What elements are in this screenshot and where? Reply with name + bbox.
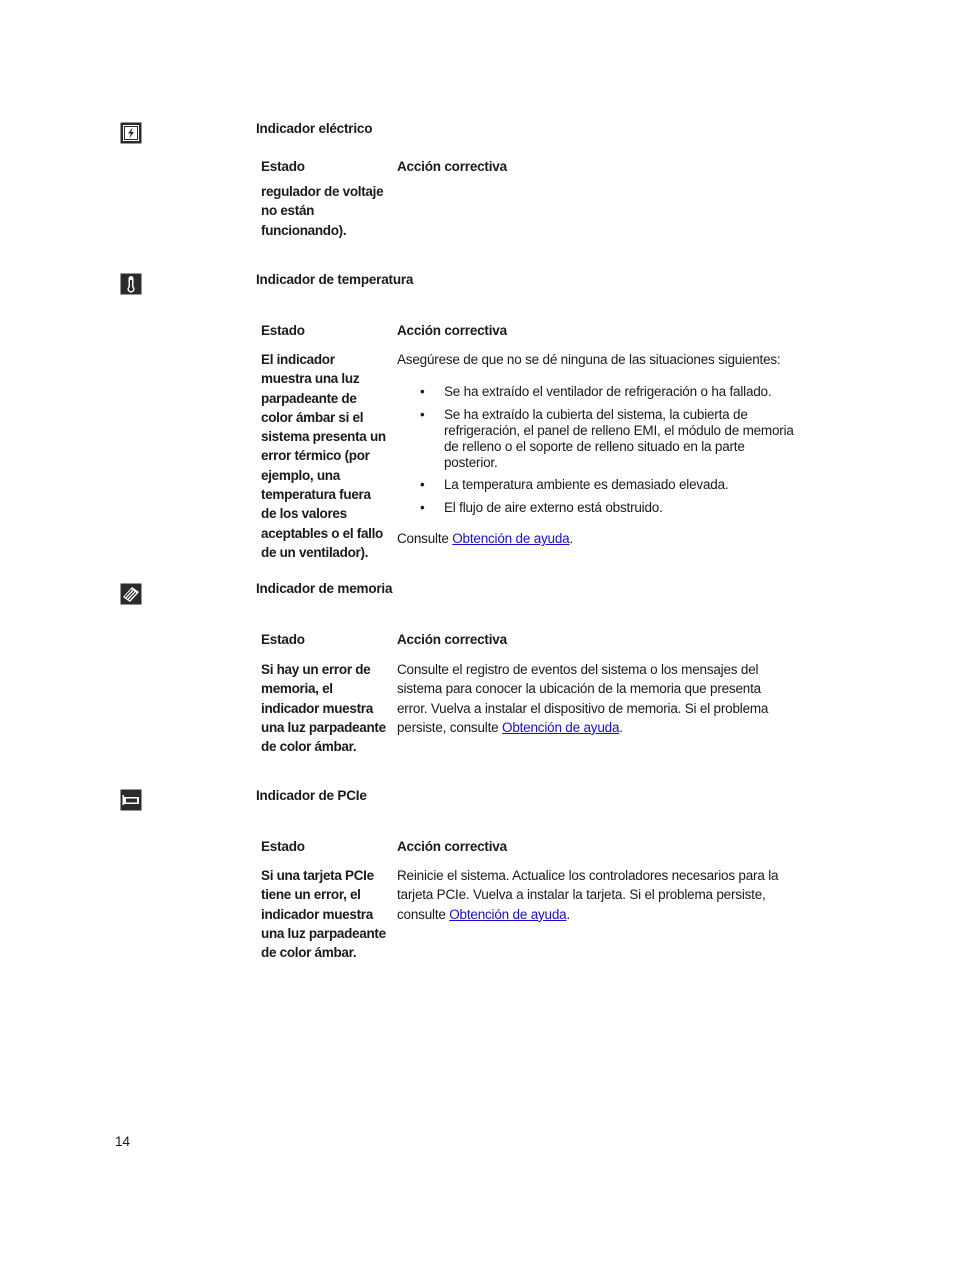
pcie-action-suffix: .: [566, 906, 571, 922]
memory-action-body: Consulte el registro de eventos del sistema o los mensajes del sistema para conocer la ubicación de la memoria que presenta error. Vuelva a instalar el dispositivo de memoria. Si el problema persiste, consulte: [397, 662, 769, 735]
pcie-card-icon: [120, 789, 142, 811]
power-indicator-icon: [120, 122, 142, 144]
electric-indicator-title: Indicador eléctrico: [256, 121, 373, 136]
bullet-text: Se ha extraído el ventilador de refrigeración o ha fallado.: [444, 384, 772, 399]
action-column-header: Acción correctiva: [397, 159, 507, 174]
memory-state-text: Si hay un error de memoria, el indicador muestra una luz parpadeante de color ámbar.: [261, 662, 386, 755]
pcie-state-text: Si una tarjeta PCIe tiene un error, el indicador muestra una luz parpadeante de color ámbar.: [261, 868, 386, 961]
list-item: • La temperatura ambiente es demasiado elevada.: [420, 477, 729, 492]
thermometer-icon: [120, 273, 142, 295]
temperature-bullet-list: [420, 384, 800, 522]
bullet-text: Se ha extraído la cubierta del sistema, la cubierta de refrigeración, el panel de relleno EMI, el módulo de memoria de relleno o el soporte de relleno situado en la parte posterior.: [444, 406, 794, 470]
action-column-header: Acción correctiva: [397, 632, 507, 647]
action-column-header: Acción correctiva: [397, 323, 507, 338]
pcie-action-text: [397, 866, 789, 924]
state-column-header: Estado: [261, 632, 305, 647]
memory-action-text: [397, 660, 787, 737]
pcie-action-body: Reinicie el sistema. Actualice los controladores necesarios para la tarjeta PCIe. Vuelva a instalar la tarjeta. Si el problema persiste, consulte: [397, 868, 779, 922]
temperature-state-text: El indicador muestra una luz parpadeante de color ámbar si el sistema presenta un error térmico (por ejemplo, una temperatura fuera de los valores aceptables o el fallo de un ventilador).: [261, 352, 386, 560]
help-link[interactable]: Obtención de ayuda: [502, 719, 620, 735]
temperature-indicator-title: Indicador de temperatura: [256, 272, 414, 287]
action-column-header: Acción correctiva: [397, 839, 507, 854]
consult-suffix: .: [569, 531, 574, 546]
electric-state-text: regulador de voltaje no están funcionando).: [261, 184, 384, 238]
help-link[interactable]: Obtención de ayuda: [452, 531, 570, 546]
list-item: • El flujo de aire externo está obstruido.: [420, 499, 663, 515]
state-column-header: Estado: [261, 159, 305, 174]
pcie-indicator-title: Indicador de PCIe: [256, 788, 367, 803]
temperature-consult-line: [397, 529, 797, 548]
bullet-text: La temperatura ambiente es demasiado elevada.: [444, 477, 729, 492]
state-column-header: Estado: [261, 323, 305, 338]
memory-indicator-title: Indicador de memoria: [256, 581, 393, 596]
list-item: • Se ha extraído el ventilador de refrigeración o ha fallado.: [420, 384, 772, 399]
help-link[interactable]: Obtención de ayuda: [449, 906, 567, 922]
page-number: 14: [115, 1134, 131, 1149]
state-column-header: Estado: [261, 839, 305, 854]
bullet-text: El flujo de aire externo está obstruido.: [444, 499, 663, 515]
list-item: • Se ha extraído la cubierta del sistema, la cubierta de refrigeración, el panel de relleno EMI, el módulo de memoria de relleno o el soporte de relleno situado en la parte posterior.: [420, 406, 794, 470]
temperature-action-intro: Asegúrese de que no se dé ninguna de las situaciones siguientes:: [397, 352, 781, 367]
memory-action-suffix: .: [619, 719, 623, 735]
consult-prefix: Consulte: [397, 531, 453, 546]
memory-module-icon: [120, 583, 142, 605]
